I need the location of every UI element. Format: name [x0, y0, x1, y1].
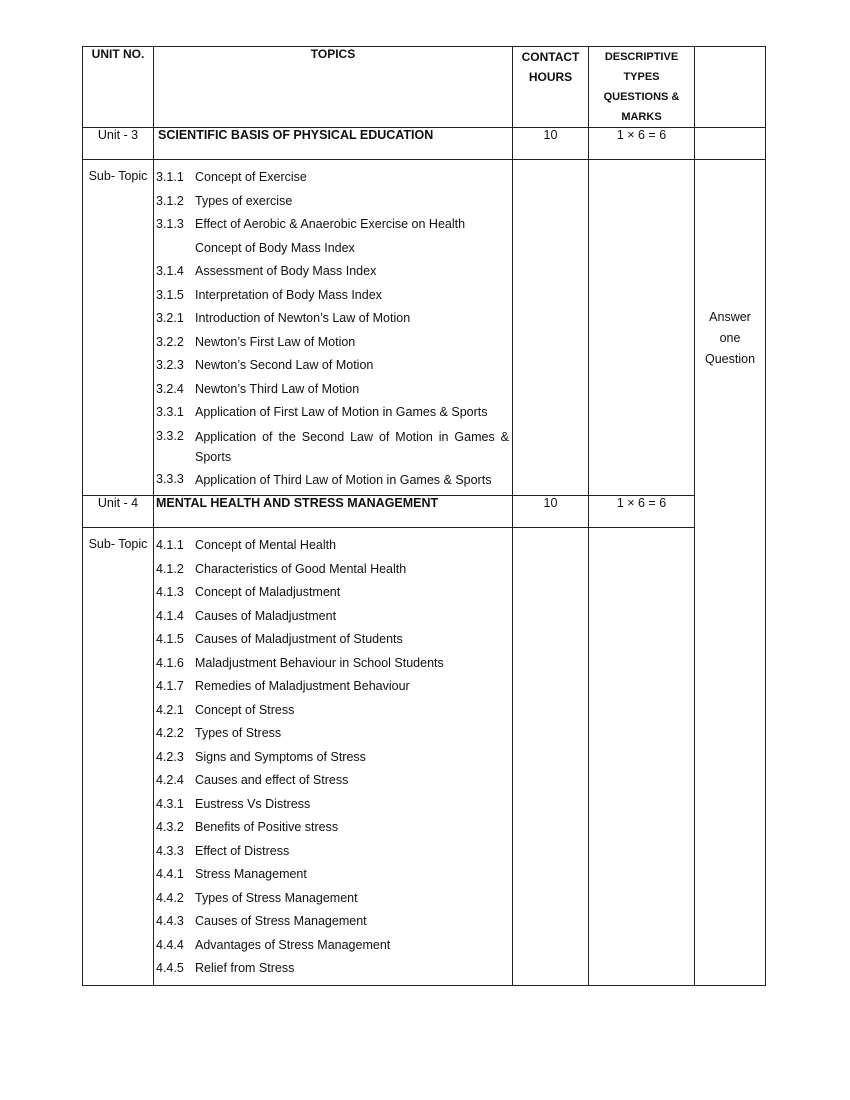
item-number: 3.1.1	[156, 170, 184, 184]
list-item	[156, 887, 512, 911]
list-item	[156, 605, 512, 629]
item-text: Remedies of Maladjustment Behaviour	[195, 679, 410, 693]
item-text: Causes of Stress Management	[195, 914, 367, 928]
unit-3-label: Unit - 3	[83, 128, 154, 160]
list-item-continuation: Concept of Body Mass Index	[195, 240, 355, 255]
descriptive-header-line3: MARKS	[621, 111, 662, 123]
item-number: 4.2.2	[156, 726, 184, 740]
item-text: Concept of Stress	[195, 702, 295, 717]
item-number: 3.1.5	[156, 287, 184, 302]
list-item	[156, 354, 512, 378]
list-item	[156, 401, 512, 425]
item-text: Newton’s Second Law of Motion	[195, 358, 374, 372]
item-text: Concept of Maladjustment	[195, 585, 341, 599]
item-text: Effect of Distress	[195, 843, 290, 858]
answer-line3: Question	[704, 352, 756, 366]
list-item	[156, 468, 512, 492]
unit-3-marks: 1 × 6 = 6	[589, 128, 695, 160]
list-item	[156, 581, 512, 605]
unit-3-hours: 10	[513, 128, 589, 160]
item-text: Concept of Mental Health	[195, 538, 337, 552]
item-text: Newton’s First Law of Motion	[195, 334, 356, 349]
item-text: Causes and effect of Stress	[195, 773, 349, 787]
unit-no-header: UNIT NO.	[83, 47, 154, 128]
list-item	[156, 957, 512, 981]
item-text: Maladjustment Behaviour in School Students	[195, 655, 444, 670]
contact-hours-header-line2: HOURS	[528, 70, 573, 84]
list-item	[156, 652, 512, 676]
unit-4-hours-blank	[513, 528, 589, 986]
item-number: 4.2.1	[156, 702, 184, 717]
list-item	[156, 628, 512, 652]
unit-4-title: MENTAL HEALTH AND STRESS MANAGEMENT	[154, 496, 513, 528]
topics-header: TOPICS	[154, 47, 513, 128]
unit-4-marks-blank	[589, 528, 695, 986]
contact-hours-header-line1: CONTACT	[521, 50, 580, 64]
item-text: Causes of Maladjustment of Students	[195, 632, 403, 646]
item-text: Interpretation of Body Mass Index	[195, 287, 382, 302]
item-text: Concept of Exercise	[195, 170, 307, 184]
unit-3-subtopic-label: Sub- Topic	[83, 160, 154, 496]
item-text: Characteristics of Good Mental Health	[195, 561, 407, 576]
item-number: 3.3.2	[156, 428, 184, 443]
item-number: 4.4.1	[156, 867, 184, 881]
list-item	[156, 331, 512, 355]
syllabus-table	[82, 46, 766, 986]
item-number: 3.1.2	[156, 193, 184, 208]
unit-4-marks: 1 × 6 = 6	[589, 496, 695, 528]
item-number: 4.2.3	[156, 749, 184, 764]
item-text: Application of First Law of Motion in Games & Sports	[195, 405, 488, 419]
list-item	[156, 840, 512, 864]
list-item	[156, 699, 512, 723]
item-number: 3.2.2	[156, 334, 184, 349]
unit-4-label: Unit - 4	[83, 496, 154, 528]
blank-header	[695, 47, 766, 128]
descriptive-header-line2: QUESTIONS &	[603, 91, 680, 103]
item-text: Assessment of Body Mass Index	[195, 264, 377, 278]
item-number: 3.2.4	[156, 381, 184, 396]
descriptive-header	[589, 47, 695, 128]
item-number: 4.4.5	[156, 961, 184, 975]
item-number: 4.3.3	[156, 843, 184, 858]
answer-line1: Answer	[709, 310, 751, 324]
item-number: 4.4.4	[156, 937, 184, 952]
list-item	[156, 910, 512, 934]
list-item	[156, 675, 512, 699]
item-text: Benefits of Positive stress	[195, 820, 339, 834]
descriptive-header-line1: DESCRIPTIVE TYPES	[604, 51, 679, 83]
item-number: 4.1.2	[156, 561, 184, 576]
list-item	[156, 284, 512, 308]
list-item	[156, 190, 512, 214]
unit-3-row	[83, 128, 766, 160]
list-item	[156, 534, 512, 558]
item-text: Advantages of Stress Management	[195, 937, 391, 952]
list-item	[156, 307, 512, 331]
item-number: 4.3.2	[156, 820, 184, 834]
unit-3-marks-blank	[589, 160, 695, 496]
list-item	[156, 863, 512, 887]
item-number: 4.1.4	[156, 608, 184, 623]
list-item	[156, 378, 512, 402]
item-text: Eustress Vs Distress	[195, 796, 311, 811]
item-number: 4.1.7	[156, 679, 184, 693]
unit-3-blank	[695, 128, 766, 160]
list-item	[156, 769, 512, 793]
list-item	[156, 722, 512, 746]
list-item	[156, 166, 512, 190]
item-text: Effect of Aerobic & Anaerobic Exercise on Health	[195, 217, 466, 231]
header-row	[83, 47, 766, 128]
item-number: 3.2.3	[156, 358, 184, 372]
unit-4-subtopics-row	[83, 528, 766, 986]
item-text: Causes of Maladjustment	[195, 608, 337, 623]
item-text: Signs and Symptoms of Stress	[195, 749, 366, 764]
item-text: Introduction of Newton’s Law of Motion	[195, 311, 411, 325]
item-text: Types of Stress Management	[195, 890, 358, 905]
list-item	[156, 213, 512, 237]
item-number: 3.1.4	[156, 264, 184, 278]
item-text: Newton’s Third Law of Motion	[195, 381, 360, 396]
unit-3-topics-list	[154, 160, 513, 496]
list-item	[156, 816, 512, 840]
item-number: 3.3.1	[156, 405, 184, 419]
item-number: 4.1.6	[156, 655, 184, 670]
unit-3-title: SCIENTIFIC BASIS OF PHYSICAL EDUCATION	[154, 128, 513, 160]
item-text: Application of the Second Law of Motion in Games & Sports	[195, 429, 509, 464]
item-number: 3.3.3	[156, 471, 184, 486]
unit-3-hours-blank	[513, 160, 589, 496]
item-text: Types of exercise	[195, 193, 293, 208]
item-number: 4.1.1	[156, 538, 184, 552]
unit-4-subtopic-label: Sub- Topic	[83, 528, 154, 986]
item-number: 4.4.2	[156, 890, 184, 905]
item-text: Relief from Stress	[195, 961, 295, 975]
item-number: 4.1.3	[156, 585, 184, 599]
item-number: 4.1.5	[156, 632, 184, 646]
item-text: Types of Stress	[195, 726, 282, 740]
item-number: 4.2.4	[156, 773, 184, 787]
unit-4-topics-list	[154, 528, 513, 986]
list-item	[156, 260, 512, 284]
item-number: 4.4.3	[156, 914, 184, 928]
item-text: Stress Management	[195, 867, 307, 881]
list-item	[156, 746, 512, 770]
item-number: 4.3.1	[156, 796, 184, 811]
answer-instruction	[695, 160, 766, 986]
list-item	[156, 425, 512, 468]
list-item	[156, 558, 512, 582]
item-number: 3.1.3	[156, 217, 184, 231]
unit-4-row	[83, 496, 766, 528]
item-number: 3.2.1	[156, 311, 184, 325]
unit-3-subtopics-row	[83, 160, 766, 496]
list-item	[156, 934, 512, 958]
item-text: Application of Third Law of Motion in Games & Sports	[195, 472, 492, 487]
unit-4-hours: 10	[513, 496, 589, 528]
contact-hours-header	[513, 47, 589, 128]
answer-line2: one	[719, 331, 741, 345]
list-item	[156, 793, 512, 817]
